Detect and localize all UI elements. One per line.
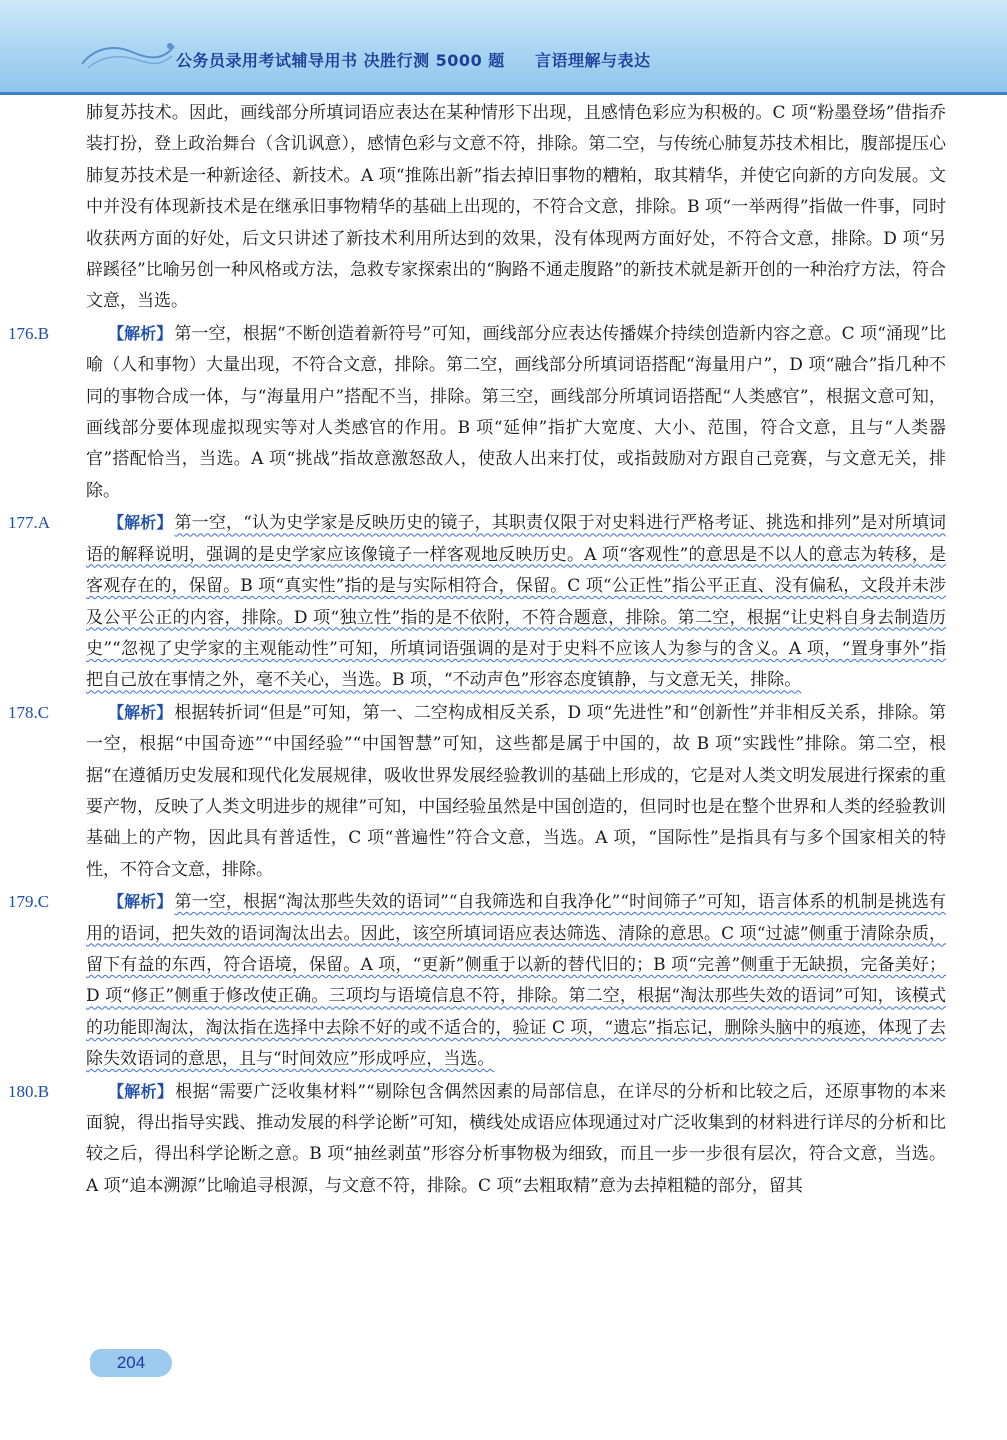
explanation-176 [8,318,946,507]
explanation-180 [8,1076,946,1203]
header-divider [0,92,1007,95]
analysis-tag: 【解析】 [108,1081,174,1101]
book-logo-icon [80,38,176,72]
analysis-tag: 【解析】 [108,513,173,533]
question-number: 177.A [8,513,51,533]
question-number: 180.B [8,1081,50,1101]
analysis-tag: 【解析】 [108,892,173,912]
analysis-tag: 【解析】 [108,323,173,343]
explanation-text: 第一空，根据“不断创造着新符号”可知，画线部分应表达传播媒介持续创造新内容之意。C 项“涌现”比喻（人和事物）大量出现，不符合文意，排除。第二空，画线部分所填词语搭配“海量用户”，D 项“融合”指几种不同的事物合成一体，与“海量用户”搭配不当，排除。第三空，画线部分所填词语搭配“人类感官”，根据文意可知，画线部分要体现虚拟现实等对人类感官的作用。B 项“延伸”指扩大宽度、大小、范围，符合文意，且与“人类器官”搭配恰当，当选。A 项“挑战”指故意激怒敌人，使敌人出来打仗，或指鼓励对方跟自己竞赛，与文意无关，排除。 [86,323,946,501]
section-name: 言语理解与表达 [534,51,651,70]
series-name: 决胜行测 5000 题 [363,51,505,70]
explanation-178 [8,697,946,886]
explanation-text: 第一空，“认为史学家是反映历史的镜子，其职责仅限于对史料进行严格考证、挑选和排列”是对所填词语的解释说明，强调的是史学家应该像镜子一样客观地反映历史。A 项“客观性”的意思是不以人的意志为转移，是客观存在的，保留。B 项“真实性”指的是与实际相符合，保留。C 项“公正性”指公平正直、没有偏私，文段并未涉及公平公正的内容，排除。D 项“独立性”指的是不依附，不符合题意，排除。第二空，根据“让史料自身去制造历史”“忽视了史学家的主观能动性”可知，所填词语强调的是对于史料不应该人为参与的含义。A 项，“置身事外”指把自己放在事情之外，毫不关心，当选。B 项，“不动声色”形容态度镇静，与文意无关，排除。 [86,513,946,691]
explanation-text: 根据转折词“但是”可知，第一、二空构成相反关系，D 项“先进性”和“创新性”并非相反关系，排除。第一空，根据“中国奇迹”“中国经验”“中国智慧”可知，这些都是属于中国的，故 B 项“实践性”排除。第二空，根据“在遵循历史发展和现代化发展规律，吸收世界发展经验教训的基础上形成的，它是对人类文明发展进行探索的重要产物，反映了人类文明进步的规律”可知，中国经验虽然是中国创造的，但同时也是在整个世界和人类的经验教训基础上的产物，因此具有普适性，C 项“普遍性”符合文意，当选。A 项，“国际性”是指具有与多个国家相关的特性，不符合文意，排除。 [86,702,946,880]
explanation-177 [8,507,946,696]
explanation-text: 根据“需要广泛收集材料”“剔除包含偶然因素的局部信息，在详尽的分析和比较之后，还原事物的本来面貌，得出指导实践、推动发展的科学论断”可知，横线处成语应体现通过对广泛收集到的材料进行详尽的分析和比较之后，得出科学论断之意。B 项“抽丝剥茧”形容分析事物极为细致，而且一步一步很有层次，符合文意，当选。A 项“追本溯源”比喻追寻根源，与文意不符，排除。C 项“去粗取精”意为去掉粗糙的部分，留其 [86,1081,946,1196]
header-banner [0,0,1007,92]
explanation-179 [8,886,946,1075]
question-number: 176.B [8,323,50,343]
question-number: 178.C [8,702,50,722]
question-number: 179.C [8,892,50,912]
explanation-text: 第一空，根据“淘汰那些失效的语词”“自我筛选和自我净化”“时间筛子”可知，语言体系的机制是挑选有用的语词，把失效的语词淘汰出去。因此，该空所填词语应表达筛选、清除的意思。C 项“过滤”侧重于清除杂质，留下有益的东西，符合语境，保留。A 项，“更新”侧重于以新的替代旧的；B 项“完善”侧重于无缺损，完备美好；D 项“修正”侧重于修改使正确。三项均与语境信息不符，排除。第二空，根据“淘汰那些失效的语词”可知，该模式的功能即淘汰，淘汰指在选择中去除不好的或不适合的，验证 C 项，“遗忘”指忘记，删除头脑中的痕迹，体现了去除失效语词的意思，且与“时间效应”形成呼应，当选。 [86,892,946,1070]
book-title: 公务员录用考试辅导用书 [176,51,358,70]
page-number: 204 [90,1349,172,1377]
answer-explanations [8,98,946,1202]
analysis-tag: 【解析】 [108,702,173,722]
header-title [176,48,650,71]
continued-explanation: 肺复苏技术。因此，画线部分所填词语应表达在某种情形下出现，且感情色彩应为积极的。C 项“粉墨登场”借指乔装打扮，登上政治舞台（含讥讽意），感情色彩与文意不符，排除。第二空，与传统心肺复苏技术相比，腹部提压心肺复苏技术是一种新途径、新技术。A 项“推陈出新”指去掉旧事物的糟粕，取其精华，并使它向新的方向发展。文中并没有体现新技术是在继承旧事物精华的基础上出现的，不符合文意，排除。B 项“一举两得”指做一件事，同时收获两方面的好处，后文只讲述了新技术利用所达到的效果，没有体现两方面好处，不符合文意，排除。D 项“另辟蹊径”比喻另创一种风格或方法，急救专家探索出的“胸路不通走腹路”的新技术就是新开创的一种治疗方法，符合文意，当选。 [86,103,946,312]
